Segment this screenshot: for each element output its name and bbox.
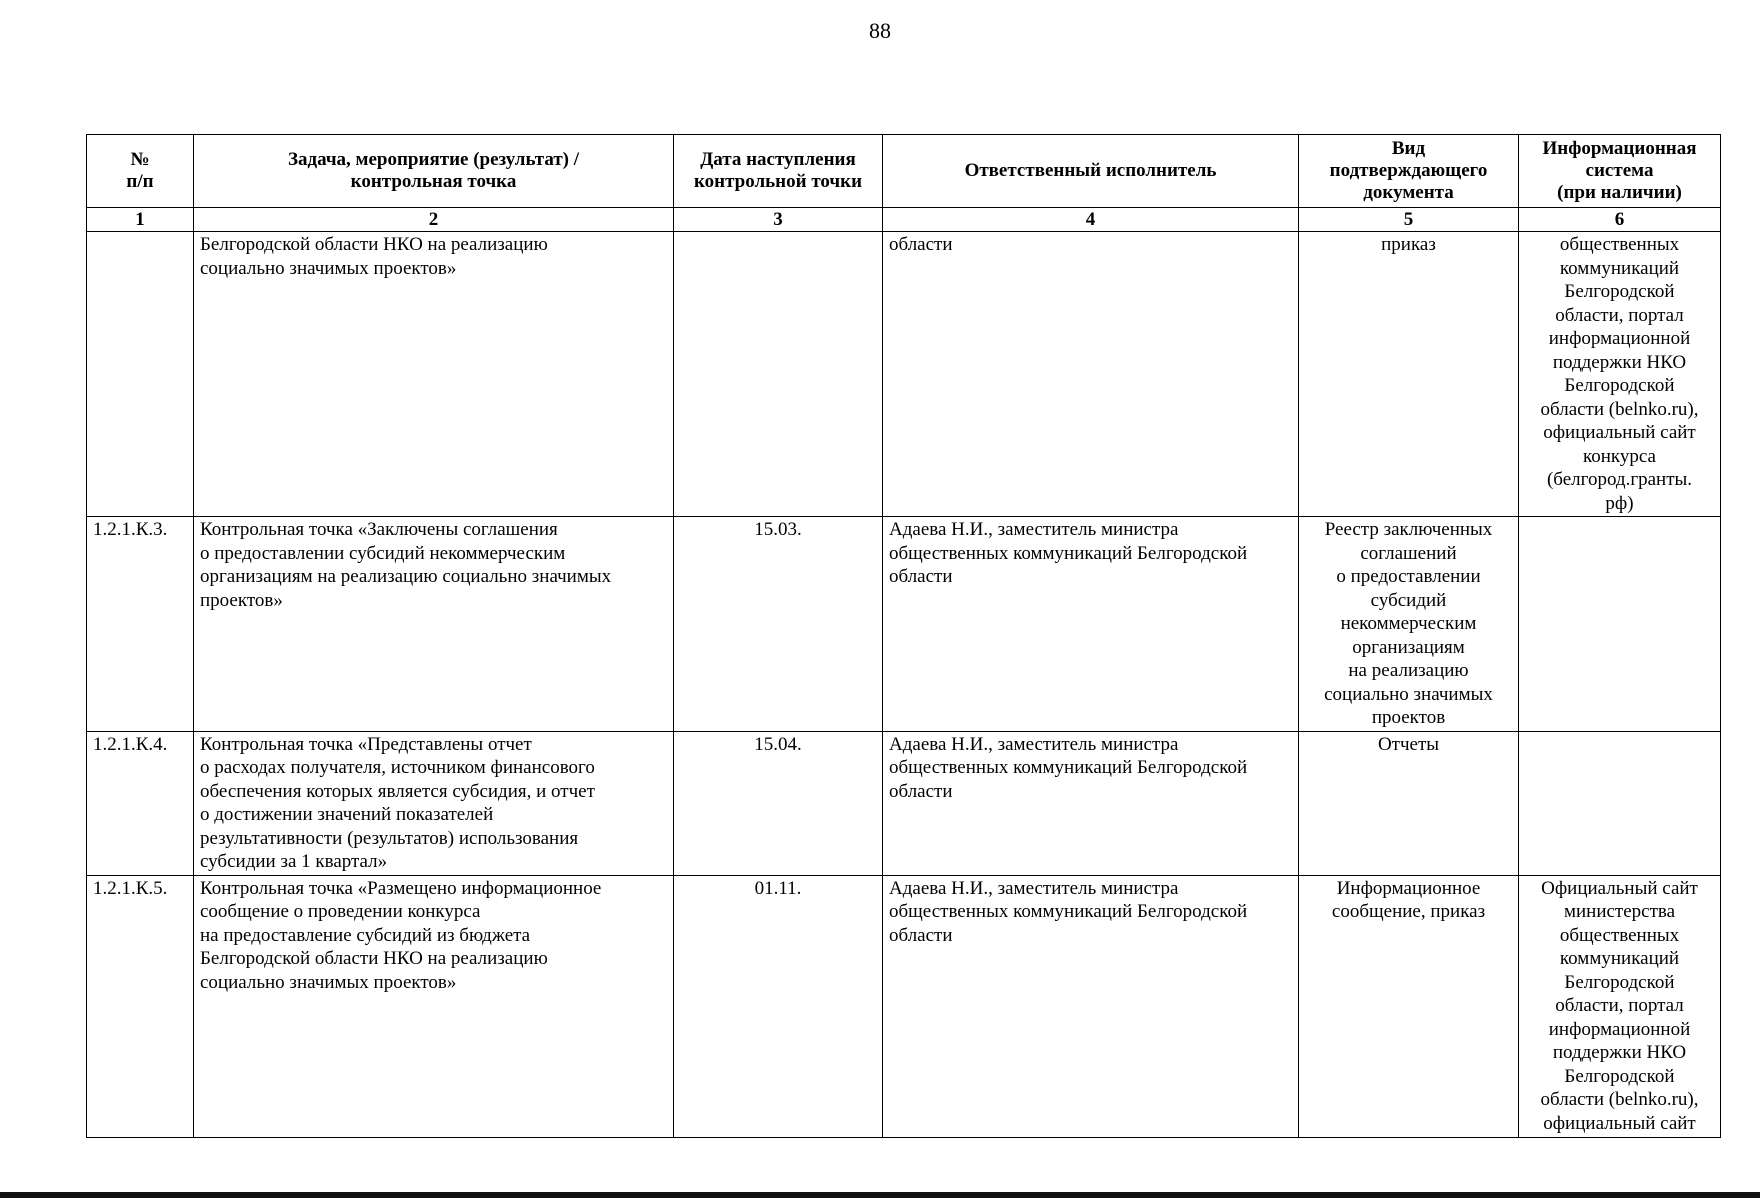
row-date: 15.03. (674, 517, 883, 732)
column-number: 1 (87, 208, 194, 232)
row-responsible: Адаева Н.И., заместитель министра общественных коммуникаций Белгородской области (883, 875, 1299, 1137)
header-document: Вид подтверждающего документа (1299, 135, 1519, 208)
column-number: 4 (883, 208, 1299, 232)
column-number-row (87, 208, 1721, 232)
header-system: Информационная система (при наличии) (1519, 135, 1721, 208)
row-task: Контрольная точка «Заключены соглашения о предоставлении субсидий некоммерческим организациям на реализацию социально значимых проектов» (194, 517, 674, 732)
row-document: Информационное сообщение, приказ (1299, 875, 1519, 1137)
row-responsible: Адаева Н.И., заместитель министра общественных коммуникаций Белгородской области (883, 517, 1299, 732)
row-task: Белгородской области НКО на реализацию социально значимых проектов» (194, 232, 674, 517)
row-system: общественных коммуникаций Белгородской области, портал информационной поддержки НКО Белгородской области (belnko.ru), официальный сайт конкурса (белгород.гранты. рф) (1519, 232, 1721, 517)
row-system (1519, 517, 1721, 732)
row-system: Официальный сайт министерства общественных коммуникаций Белгородской области, портал информационной поддержки НКО Белгородской области (belnko.ru), официальный сайт (1519, 875, 1721, 1137)
table-header-row (87, 135, 1721, 208)
row-num: 1.2.1.К.3. (87, 517, 194, 732)
header-task: Задача, мероприятие (результат) / контрольная точка (194, 135, 674, 208)
row-num (87, 232, 194, 517)
row-task: Контрольная точка «Представлены отчет о расходах получателя, источником финансового обеспечения которых является субсидия, и отчет о достижении значений показателей результативности (результатов) использования субсидии за 1 квартал» (194, 731, 674, 875)
row-num: 1.2.1.К.4. (87, 731, 194, 875)
control-points-table (86, 134, 1721, 1138)
header-date: Дата наступления контрольной точки (674, 135, 883, 208)
table-row (87, 731, 1721, 875)
header-responsible: Ответственный исполнитель (883, 135, 1299, 208)
row-num: 1.2.1.К.5. (87, 875, 194, 1137)
header-num: № п/п (87, 135, 194, 208)
row-system (1519, 731, 1721, 875)
table-row (87, 232, 1721, 517)
row-document: приказ (1299, 232, 1519, 517)
table-row (87, 517, 1721, 732)
row-task: Контрольная точка «Размещено информационное сообщение о проведении конкурса на предоставление субсидий из бюджета Белгородской области НКО на реализацию социально значимых проектов» (194, 875, 674, 1137)
row-date: 01.11. (674, 875, 883, 1137)
column-number: 6 (1519, 208, 1721, 232)
row-document: Отчеты (1299, 731, 1519, 875)
column-number: 3 (674, 208, 883, 232)
scan-bottom-edge (0, 1192, 1760, 1198)
row-date: 15.04. (674, 731, 883, 875)
table-row (87, 875, 1721, 1137)
page-number: 88 (869, 18, 891, 43)
column-number: 2 (194, 208, 674, 232)
row-document: Реестр заключенных соглашений о предоставлении субсидий некоммерческим организациям на реализацию социально значимых проектов (1299, 517, 1519, 732)
row-responsible: Адаева Н.И., заместитель министра общественных коммуникаций Белгородской области (883, 731, 1299, 875)
row-responsible: области (883, 232, 1299, 517)
row-date (674, 232, 883, 517)
column-number: 5 (1299, 208, 1519, 232)
